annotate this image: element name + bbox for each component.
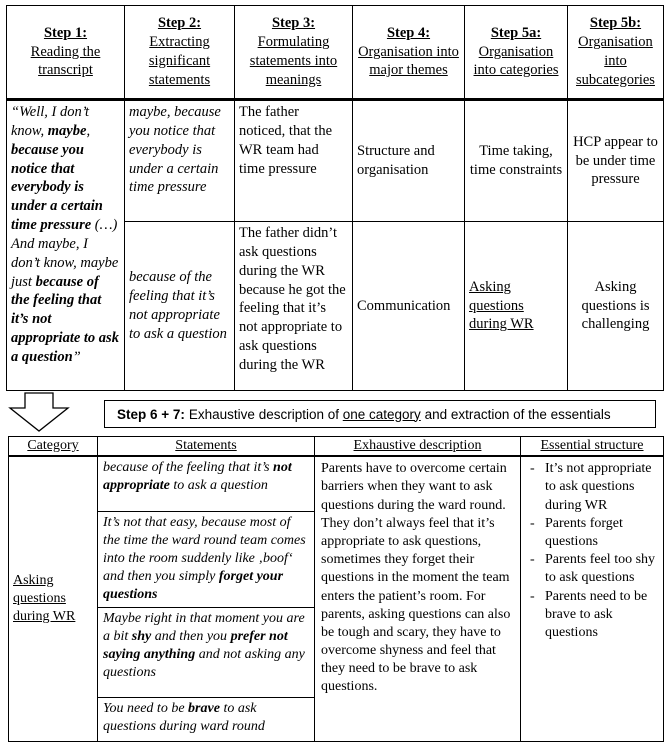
formulated-meaning: The father didn’t ask questions during the WR because he got the feeling that it’s not appropriate to ask questions during the WR	[235, 222, 353, 391]
emphasized-text: forget your questions	[103, 569, 284, 603]
table-row	[9, 456, 664, 511]
banner-text-before: Exhaustive description of	[188, 406, 343, 422]
category-header: Category	[9, 437, 98, 457]
statement-cell	[98, 607, 315, 697]
essential-item: - Parents forget questions	[527, 515, 657, 551]
description-header: Exhaustive description	[315, 437, 521, 457]
step-1-header: Step 1: Reading the transcript	[7, 6, 125, 100]
steps-header-row	[7, 6, 664, 100]
formulated-meaning: The father noticed, that the WR team had time pressure	[235, 100, 353, 222]
text-run: Maybe right in that moment you are a bit	[103, 610, 305, 644]
essential-structure	[521, 456, 664, 741]
text-run: and then you	[151, 628, 231, 644]
statements-header: Statements	[98, 437, 315, 457]
emphasized-text: shy	[131, 628, 152, 644]
subcategory: Asking questions is challenging	[568, 222, 664, 391]
description-header-row	[9, 437, 664, 457]
emphasized-text: because of the feeling that it’s not appropriate to ask a question	[11, 273, 119, 365]
analysis-steps-table	[6, 5, 664, 391]
statement-cell	[98, 697, 315, 741]
subcategory: HCP appear to be under time pressure	[568, 100, 664, 222]
text-run: ”	[72, 348, 81, 365]
emphasized-text: prefer not saying anything	[103, 628, 288, 662]
essential-item: - Parents need to be brave to ask questions	[527, 588, 657, 643]
step-6-7-banner	[104, 400, 656, 428]
text-run: “Well, I don’t know,	[11, 104, 90, 139]
text-run: to ask a question	[169, 478, 268, 494]
essential-item: - It’s not appropriate to ask questions during WR	[527, 460, 657, 515]
text-run: You need to be	[103, 700, 189, 716]
major-theme: Structure and organisation	[353, 100, 465, 222]
statement-cell	[98, 511, 315, 607]
text-run: ,	[86, 122, 91, 139]
major-theme: Communication	[353, 222, 465, 391]
down-arrow-icon	[8, 392, 70, 432]
category: Asking questions during WR	[469, 278, 534, 333]
exhaustive-description-table	[8, 436, 664, 742]
emphasized-text: not appropriate	[103, 460, 292, 494]
category: Time taking, time constraints	[465, 100, 568, 222]
text-run: and not asking any questions	[103, 647, 305, 681]
table-row	[7, 100, 664, 222]
emphasized-text: because you notice that everybody is under a certain time pressure	[11, 141, 103, 234]
essential-structure-header: Essential structure	[521, 437, 664, 457]
category-cell: Asking questions during WR	[13, 572, 76, 625]
step-4-header: Step 4: Organisation into major themes	[353, 6, 465, 100]
step-5a-header: Step 5a: Organisation into categories	[465, 6, 568, 100]
essential-item: - Parents feel too shy to ask questions	[527, 551, 657, 587]
step-5b-header: Step 5b: Organisation into subcategories	[568, 6, 664, 100]
banner-text-underlined: one category	[342, 406, 421, 422]
significant-statement: maybe, because you notice that everybody is under a certain time pressure	[125, 100, 235, 222]
text-run: to ask questions during ward round	[103, 700, 265, 734]
exhaustive-description: Parents have to overcome certain barriers when they want to ask questions during the ward round. They don’t always feel that it’s appropriate to ask questions, sometimes they forget their questions in the moment the team enters the patient’s room. For parents, asking questions can also be tough and scary, they have to overcome shyness and feel that they need to be brave to ask questions.	[315, 456, 521, 741]
statement-cell	[98, 456, 315, 511]
banner-text-after: and extraction of the essentials	[420, 406, 611, 422]
significant-statement: because of the feeling that it’s not appropriate to ask a question	[125, 222, 235, 391]
step-3-header: Step 3: Formulating statements into meanings	[235, 6, 353, 100]
text-run: because of the feeling that it’s	[103, 460, 274, 476]
emphasized-text: brave	[188, 700, 220, 716]
text-run: (…) And maybe, I don’t know, maybe just	[11, 217, 119, 290]
emphasized-text: maybe	[47, 122, 87, 139]
transcript-excerpt	[7, 100, 125, 391]
step-2-header: Step 2: Extracting significant statements	[125, 6, 235, 100]
banner-step: Step 6 + 7:	[117, 406, 185, 422]
text-run: It’s not that easy, because most of the time the ward round team comes into the room suddenly like ‚boof‘ and then you simply	[103, 514, 306, 585]
